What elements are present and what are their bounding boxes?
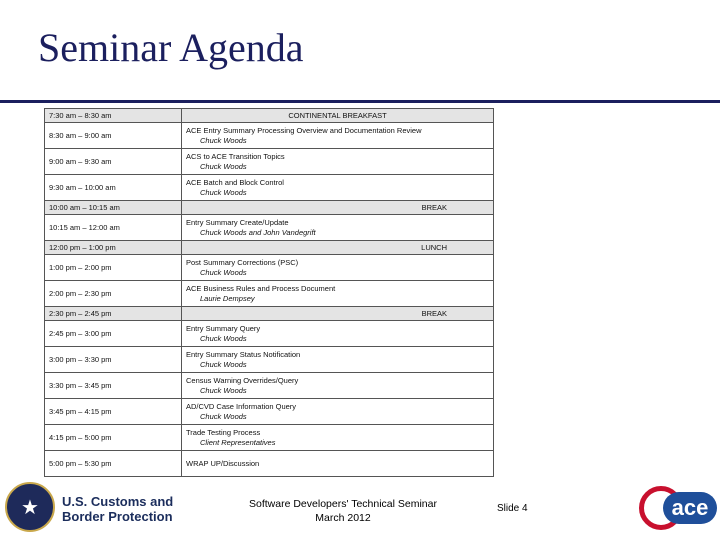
agenda-speaker: Chuck Woods (200, 135, 247, 145)
agenda-body (45, 109, 494, 477)
agenda-time: 2:00 pm – 2:30 pm (45, 281, 182, 307)
agenda-speaker: Chuck Woods (200, 411, 247, 421)
agenda-break-label: CONTINENTAL BREAKFAST (182, 109, 494, 123)
agenda-break-label: BREAK (182, 201, 494, 215)
agenda-time: 9:00 am – 9:30 am (45, 149, 182, 175)
agenda-speaker: Chuck Woods and John Vandegrift (200, 227, 316, 237)
agenda-topic: ACE Entry Summary Processing Overview and Documentation Review (186, 125, 422, 135)
agenda-topic: Entry Summary Query (186, 323, 261, 333)
agenda-time: 7:30 am – 8:30 am (45, 109, 182, 123)
agenda-speaker: Chuck Woods (200, 333, 247, 343)
agenda-row (45, 281, 494, 307)
agenda-row (45, 399, 494, 425)
agenda-speaker: Chuck Woods (200, 385, 247, 395)
slide-title: Seminar Agenda (38, 25, 304, 70)
agenda-topic: Census Warning Overrides/Query (186, 375, 299, 385)
slide-number: Slide 4 (497, 503, 528, 514)
agenda-break-row (45, 241, 494, 255)
agenda-time: 2:30 pm – 2:45 pm (45, 307, 182, 321)
agenda-row (45, 347, 494, 373)
agenda-time: 8:30 am – 9:00 am (45, 123, 182, 149)
agenda-session (182, 281, 494, 307)
agenda-row (45, 373, 494, 399)
agenda-speaker: Chuck Woods (200, 161, 247, 171)
footer-seminar-info (233, 498, 453, 525)
agenda-time: 3:00 pm – 3:30 pm (45, 347, 182, 373)
agenda-speaker: Chuck Woods (200, 267, 247, 277)
agenda-speaker: Chuck Woods (200, 187, 247, 197)
agenda-time: 2:45 pm – 3:00 pm (45, 321, 182, 347)
agenda-row (45, 123, 494, 149)
agenda-topic: ACE Batch and Block Control (186, 177, 284, 187)
ace-logo-text: ace (663, 492, 717, 524)
agenda-row (45, 255, 494, 281)
cbp-wordmark (62, 495, 173, 525)
agenda-session (182, 347, 494, 373)
agenda-time: 9:30 am – 10:00 am (45, 175, 182, 201)
agenda-break-label: BREAK (182, 307, 494, 321)
agenda-session (182, 425, 494, 451)
cbp-logo (0, 478, 185, 534)
agenda-topic: Entry Summary Create/Update (186, 217, 289, 227)
title-divider (0, 100, 720, 103)
agenda-row (45, 175, 494, 201)
ace-logo (639, 486, 717, 530)
agenda-break-row (45, 307, 494, 321)
agenda-break-row (45, 109, 494, 123)
agenda-session (182, 255, 494, 281)
agenda-speaker: Laurie Dempsey (200, 293, 255, 303)
agenda-topic: Entry Summary Status Notification (186, 349, 301, 359)
dhs-seal-icon: ★ (5, 482, 55, 532)
agenda-session (182, 373, 494, 399)
agenda-session (182, 215, 494, 241)
agenda-topic: ACS to ACE Transition Topics (186, 151, 285, 161)
agenda-time: 12:00 pm – 1:00 pm (45, 241, 182, 255)
agenda-break-label: LUNCH (182, 241, 494, 255)
agenda-row (45, 425, 494, 451)
agenda-speaker: Client Representatives (200, 437, 276, 447)
agenda-time: 3:30 pm – 3:45 pm (45, 373, 182, 399)
agenda-topic: AD/CVD Case Information Query (186, 401, 297, 411)
agenda-break-row (45, 201, 494, 215)
agenda-topic: Trade Testing Process (186, 427, 261, 437)
agenda-session (182, 451, 494, 477)
agenda-session (182, 399, 494, 425)
agenda-time: 3:45 pm – 4:15 pm (45, 399, 182, 425)
agenda-time: 4:15 pm – 5:00 pm (45, 425, 182, 451)
agenda-speaker: Chuck Woods (200, 359, 247, 369)
agenda-row (45, 149, 494, 175)
agenda-session (182, 175, 494, 201)
agenda-session (182, 149, 494, 175)
agenda-time: 10:00 am – 10:15 am (45, 201, 182, 215)
agenda-topic: WRAP UP/Discussion (186, 458, 260, 468)
agenda-time: 1:00 pm – 2:00 pm (45, 255, 182, 281)
agenda-table (44, 108, 494, 477)
footer-seminar-date: March 2012 (315, 511, 371, 524)
agenda-time: 5:00 pm – 5:30 pm (45, 451, 182, 477)
agenda-row (45, 451, 494, 477)
agenda-row (45, 215, 494, 241)
agenda-session (182, 321, 494, 347)
agenda-session (182, 123, 494, 149)
footer-seminar-name: Software Developers' Technical Seminar (249, 498, 437, 510)
agenda-time: 10:15 am – 12:00 am (45, 215, 182, 241)
agenda-topic: ACE Business Rules and Process Document (186, 283, 336, 293)
agenda-row (45, 321, 494, 347)
cbp-wordmark-line2: Border Protection (62, 508, 173, 524)
agenda-topic: Post Summary Corrections (PSC) (186, 257, 299, 267)
cbp-wordmark-line1: U.S. Customs and (62, 494, 174, 509)
